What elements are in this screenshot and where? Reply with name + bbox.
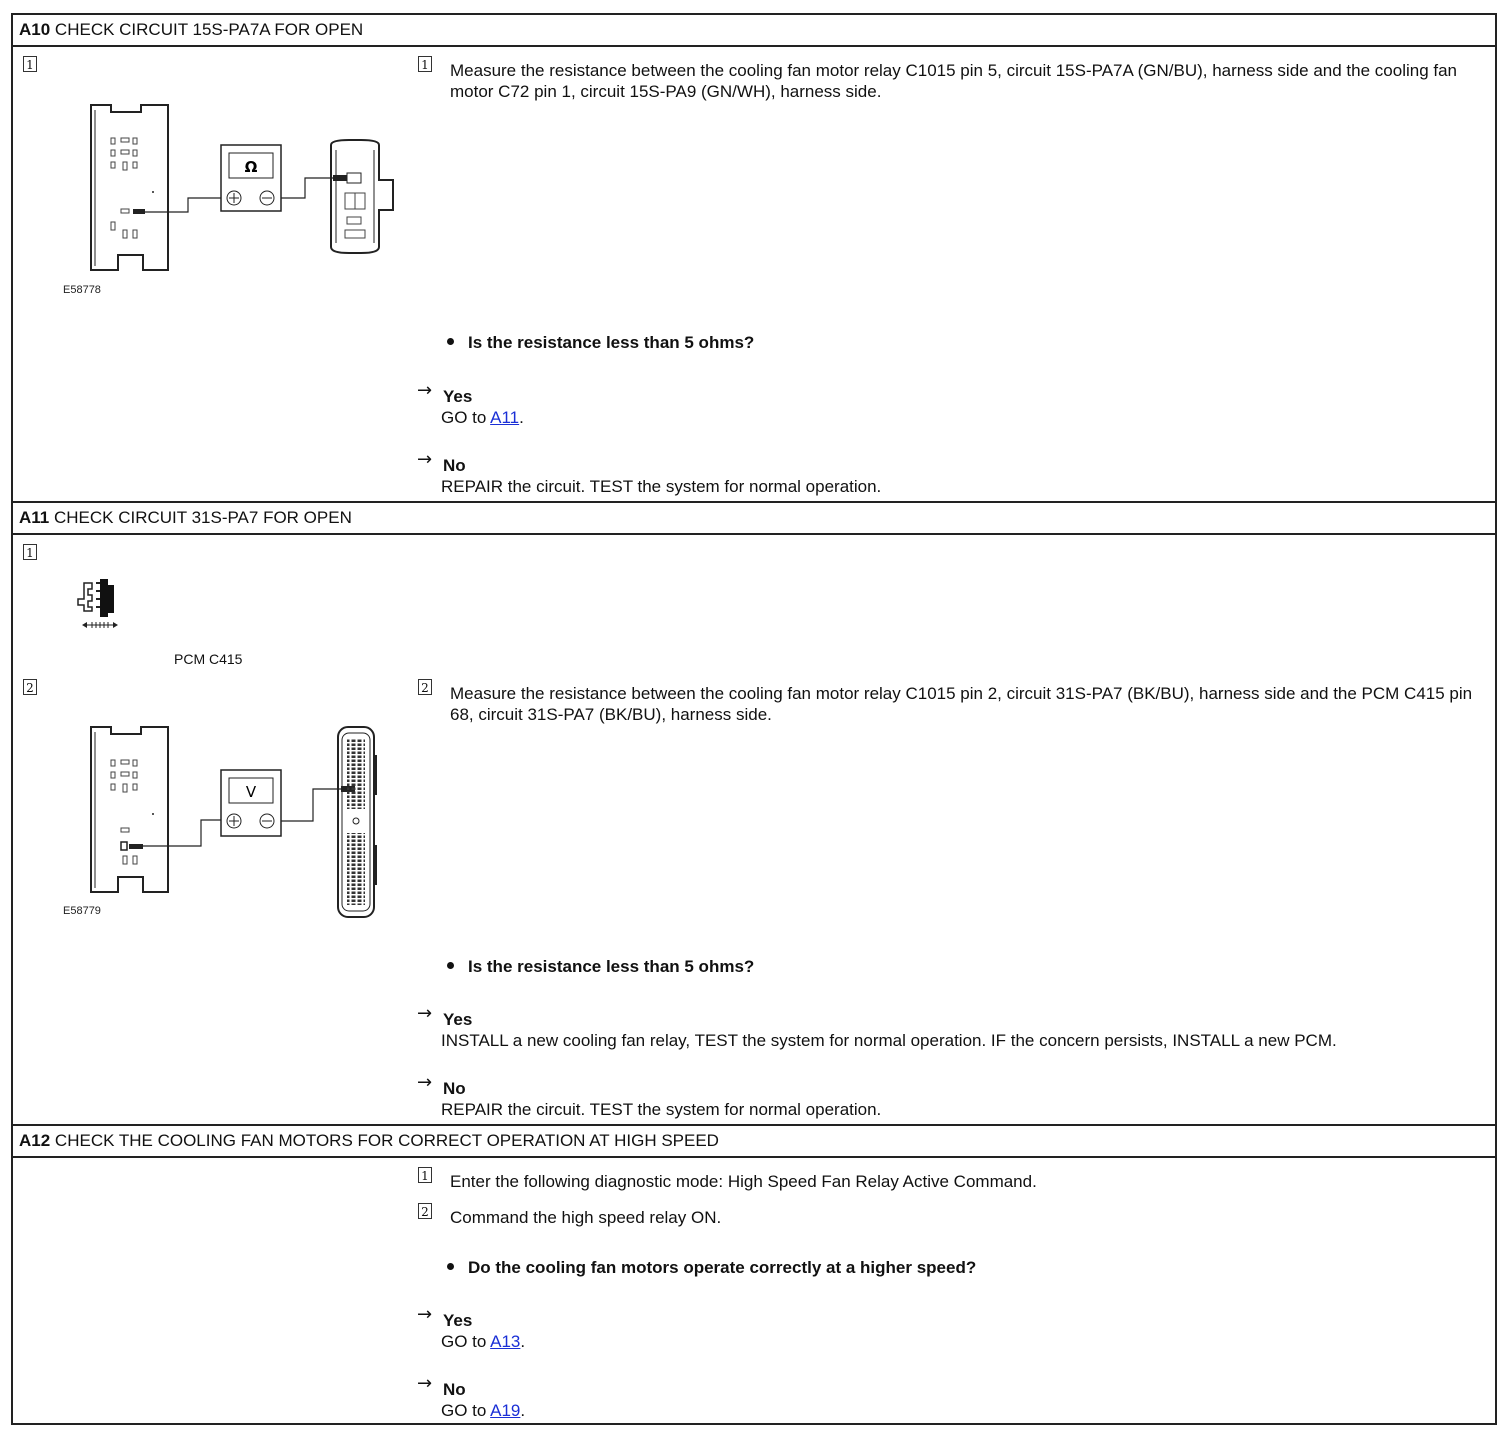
section-id: A10 <box>19 20 51 39</box>
divider <box>13 45 1495 47</box>
section-header-a10 <box>13 15 1495 45</box>
answer-yes-text: GO to A13. <box>441 1332 526 1351</box>
link-a13[interactable]: A13 <box>490 1332 521 1351</box>
arrow-right-icon: → <box>417 1304 433 1325</box>
step-number-box: 1 <box>23 544 37 560</box>
divider <box>13 1156 1495 1158</box>
answer-no-label: No <box>443 1079 466 1098</box>
answer-yes-label: Yes <box>443 1311 473 1330</box>
relay-pcm-resistance-diagram <box>63 715 393 915</box>
section-title: CHECK CIRCUIT 15S-PA7A FOR OPEN <box>54 20 364 39</box>
arrow-right-icon: → <box>417 380 433 401</box>
answer-no-text: GO to A19. <box>441 1401 526 1420</box>
bullet-icon <box>447 1263 454 1270</box>
step-instruction: Measure the resistance between the cooling fan motor relay C1015 pin 5, circuit 15S-PA7A (GN/BU), harness side and the cooling fan motor C72 pin 1, circuit 15S-PA9 (GN/WH), harness side. <box>450 61 1458 101</box>
answer-no-label: No <box>443 456 466 475</box>
diagnostic-table <box>11 13 1497 1425</box>
answer-yes-text: INSTALL a new cooling fan relay, TEST the system for normal operation. IF the concern persists, INSTALL a new PCM. <box>441 1031 1337 1050</box>
relay-resistance-diagram <box>63 100 393 300</box>
divider <box>13 533 1495 535</box>
volt-symbol: V <box>245 783 257 801</box>
step-number-box: 2 <box>418 679 432 695</box>
section-header-a12 <box>13 1126 1495 1156</box>
arrow-right-icon: → <box>417 1072 433 1093</box>
section-id: A11 <box>19 508 50 527</box>
connector-caption: PCM C415 <box>174 651 243 667</box>
question: Is the resistance less than 5 ohms? <box>447 957 754 977</box>
step-number-box: 2 <box>23 679 37 695</box>
link-a19[interactable]: A19 <box>490 1401 521 1420</box>
ohm-symbol: Ω <box>244 158 258 176</box>
answer-no-text: REPAIR the circuit. TEST the system for normal operation. <box>441 477 882 496</box>
step-number-box: 1 <box>418 56 432 72</box>
step-number-box: 1 <box>418 1167 432 1183</box>
arrow-right-icon: → <box>417 1003 433 1024</box>
bullet-icon <box>447 962 454 969</box>
arrow-right-icon: → <box>417 1373 433 1394</box>
answer-no-text: REPAIR the circuit. TEST the system for normal operation. <box>441 1100 882 1119</box>
answer-no-label: No <box>443 1380 466 1399</box>
section-id: A12 <box>19 1131 51 1150</box>
disconnect-connector-icon <box>68 575 128 630</box>
step-instruction: Command the high speed relay ON. <box>450 1208 722 1227</box>
step-instruction: Measure the resistance between the cooling fan motor relay C1015 pin 2, circuit 31S-PA7 (BK/BU), harness side and the PCM C415 pin 68, circuit 31S-PA7 (BK/BU), harness side. <box>450 684 1473 724</box>
link-a11[interactable]: A11 <box>490 408 520 427</box>
question: Is the resistance less than 5 ohms? <box>447 333 754 353</box>
step-number-box: 1 <box>23 56 37 72</box>
step-instruction: Enter the following diagnostic mode: High Speed Fan Relay Active Command. <box>450 1172 1037 1191</box>
bullet-icon <box>447 338 454 345</box>
answer-yes-label: Yes <box>443 387 473 406</box>
question: Do the cooling fan motors operate correctly at a higher speed? <box>447 1258 976 1278</box>
section-header-a11 <box>13 503 1495 533</box>
figure-code: E58779 <box>63 905 101 917</box>
section-title: CHECK CIRCUIT 31S-PA7 FOR OPEN <box>53 508 352 527</box>
arrow-right-icon: → <box>417 449 433 470</box>
answer-yes-label: Yes <box>443 1010 473 1029</box>
answer-yes-text: GO to A11. <box>441 408 524 427</box>
figure-code: E58778 <box>63 284 101 296</box>
section-title: CHECK THE COOLING FAN MOTORS FOR CORRECT OPERATION AT HIGH SPEED <box>54 1131 719 1150</box>
step-number-box: 2 <box>418 1203 432 1219</box>
